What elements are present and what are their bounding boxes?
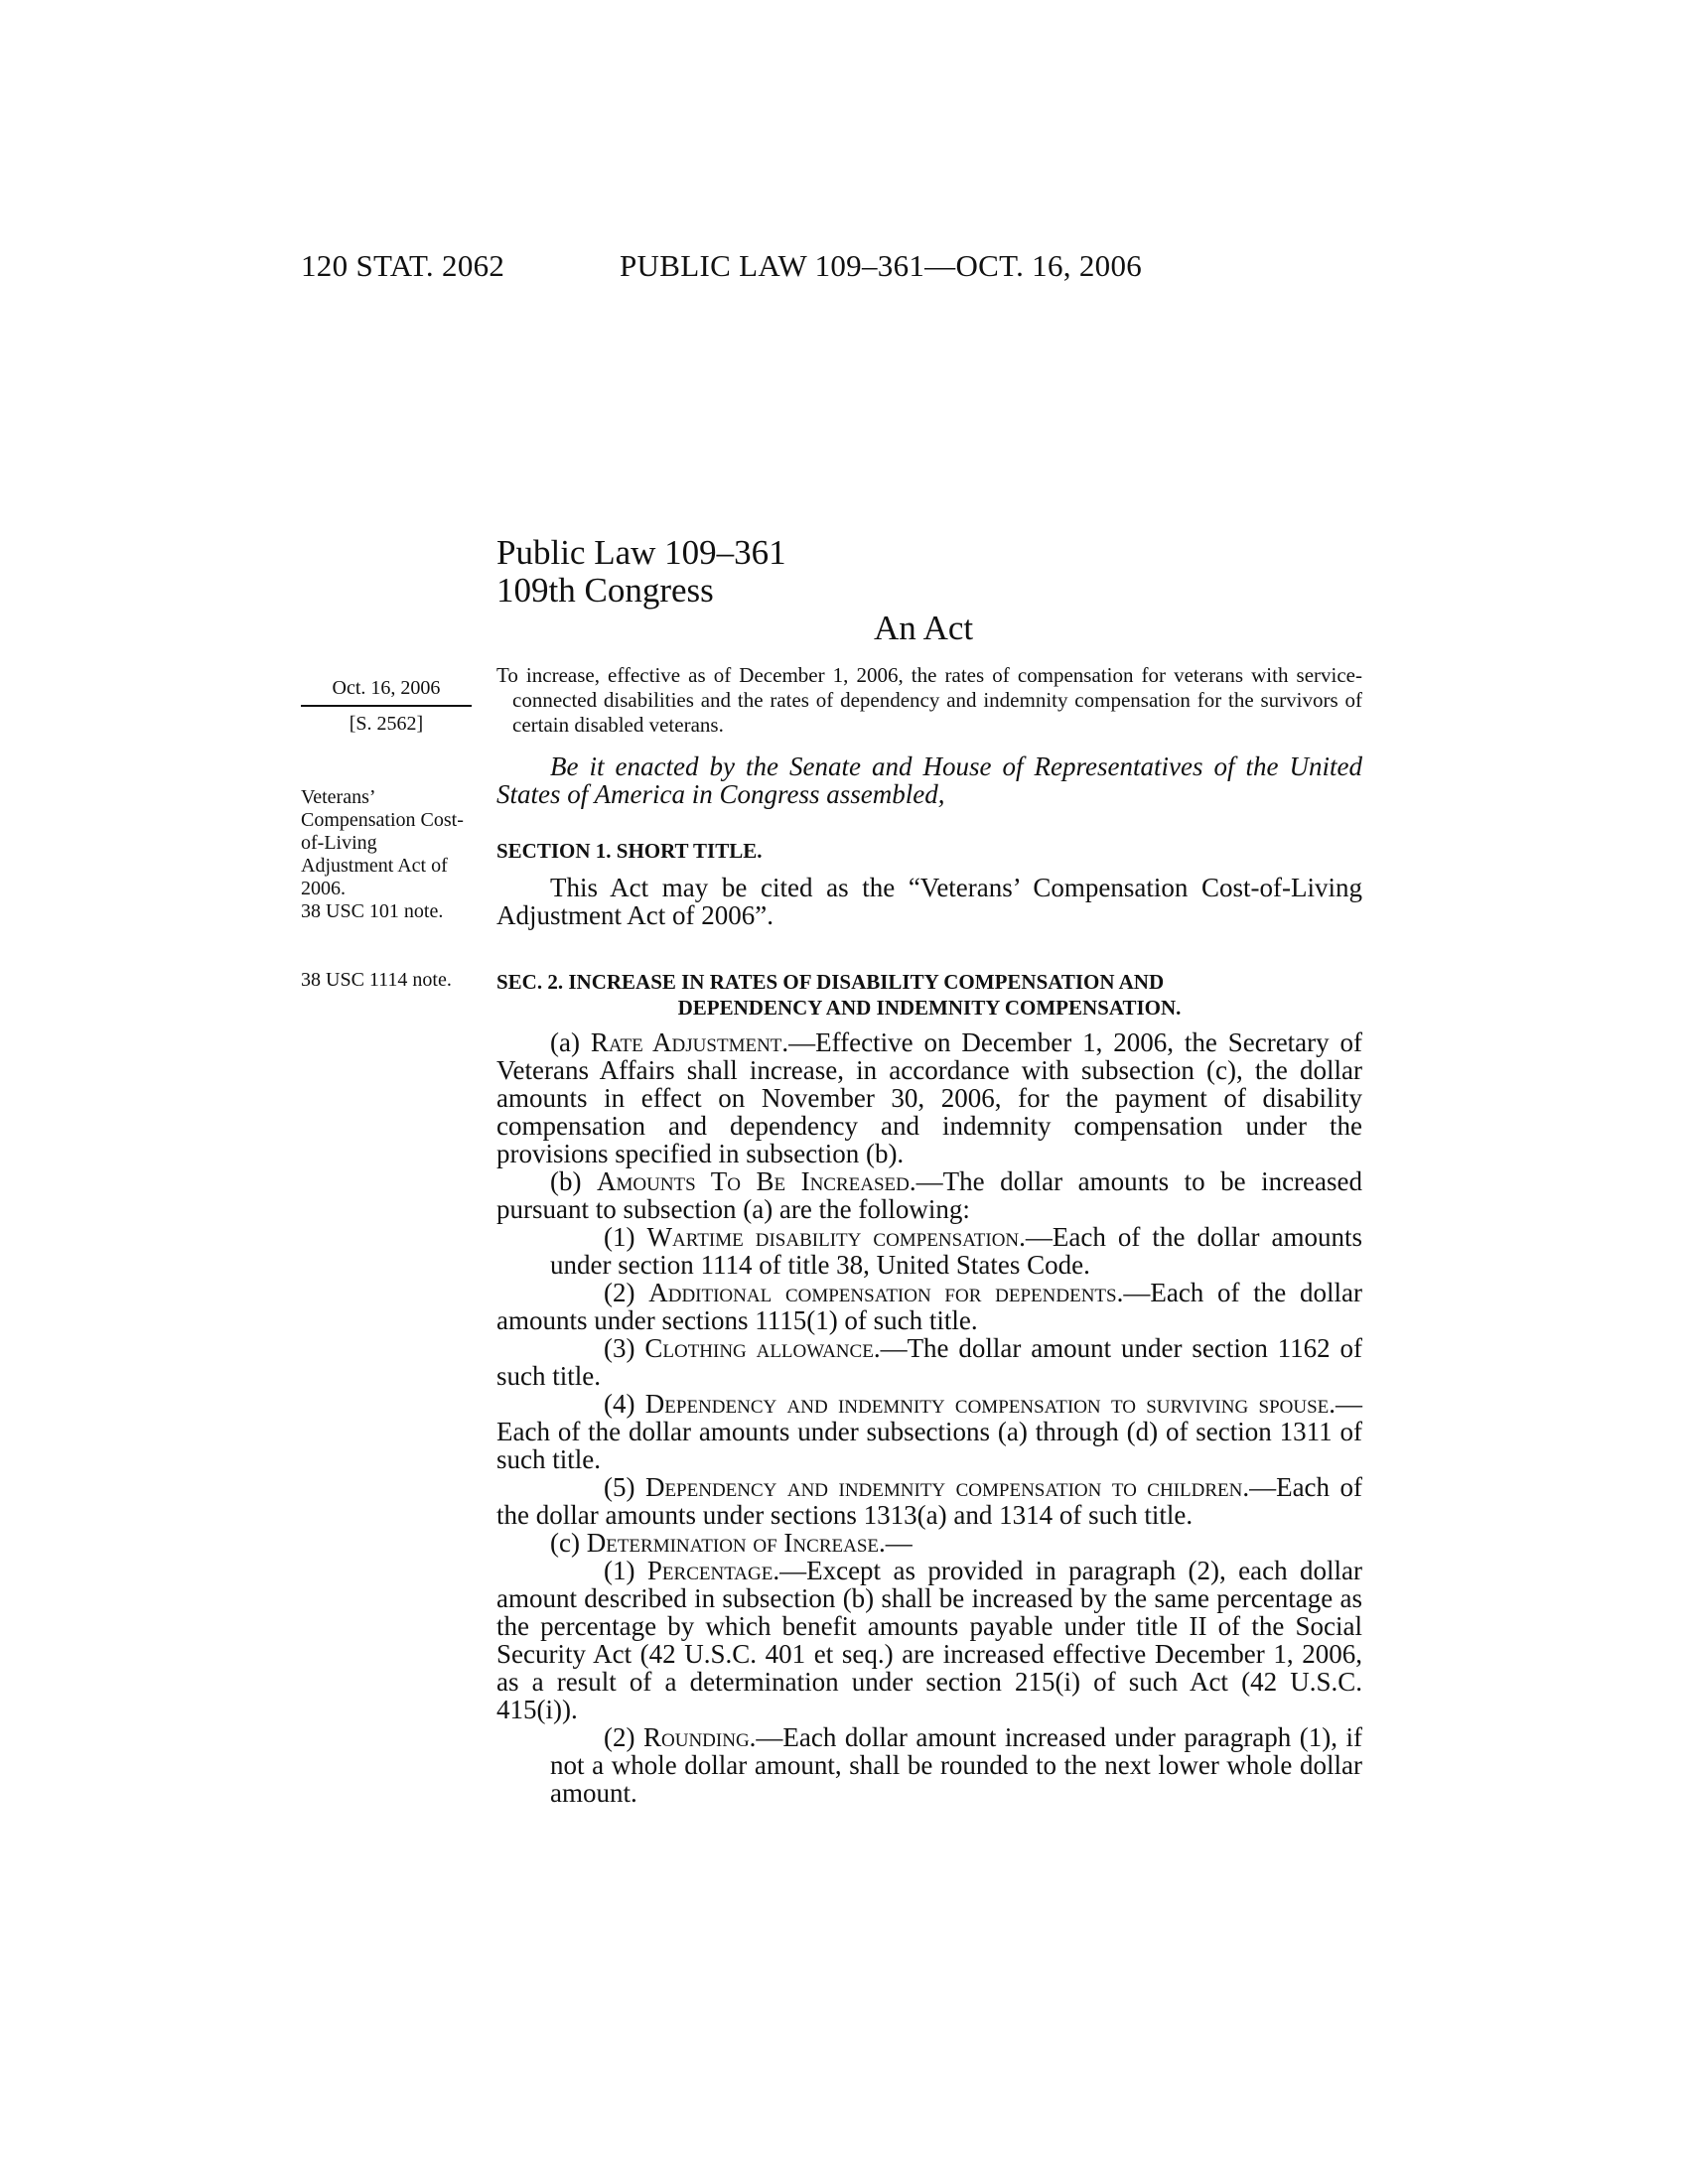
section-1: [496, 838, 1362, 929]
paragraph-b4: (4) Dependency and indemnity compensation to surviving spouse.—Each of the dollar amounts under subsections (a) through (d) of section 1311 of such title.: [496, 1389, 1362, 1474]
margin-note-usc-101: 38 USC 101 note.: [301, 900, 444, 922]
margin-note-act-name: Veterans’ Compensation Cost-of-Living Adjustment Act of 2006.: [301, 786, 464, 899]
paragraph-c1: (1) Percentage.—Except as provided in paragraph (2), each dollar amount described in subsection (b) shall be increased by the same percentage as the percentage by which benefit amounts payable under title II of the Social Security Act (42 U.S.C. 401 et seq.) are increased effective December 1, 2006, as a result of a determination under section 215(i) of such Act (42 U.S.C. 415(i)).: [496, 1556, 1363, 1724]
act-title: An Act: [874, 609, 974, 647]
paragraph-c2-caption: Rounding: [643, 1722, 750, 1752]
paragraph-b2: (2) Additional compensation for dependents.—Each of the dollar amounts under sections 1115(1) of such title.: [496, 1278, 1362, 1335]
margin-note-usc-1114: 38 USC 1114 note.: [301, 969, 452, 991]
enactment-date: Oct. 16, 2006: [301, 673, 472, 707]
bill-number: [S. 2562]: [349, 713, 424, 735]
margin-note-short-title: [301, 786, 472, 923]
paragraph-b5: (5) Dependency and indemnity compensation to children.—Each of the dollar amounts under sections 1313(a) and 1314 of such title.: [496, 1472, 1362, 1530]
subsection-b-caption: Amounts To Be Increased: [597, 1166, 910, 1196]
subsection-a-caption: Rate Adjustment: [590, 1027, 782, 1057]
margin-date-block: [301, 673, 472, 739]
subsection-a: (a) Rate Adjustment.—Effective on December 1, 2006, the Secretary of Veterans Affairs shall increase, in accordance with subsection (c), the dollar amounts in effect on November 30, 2006, for the payment of disability compensation and dependency and indemnity compensation under the provisions specified in subsection (b).: [496, 1027, 1363, 1168]
paragraph-b1-caption: Wartime disability compensation: [646, 1222, 1020, 1252]
section-1-text: This Act may be cited as the “Veterans’ Compensation Cost-of-Living Adjustment Act of 2006”.: [496, 873, 1362, 930]
paragraph-b1: (1) Wartime disability compensation.—Each of the dollar amounts under section 1114 of title 38, United States Code.: [550, 1222, 1362, 1280]
subsection-c: (c) Determination of Increase.—: [550, 1528, 913, 1558]
paragraph-b3: (3) Clothing allowance.—The dollar amount under section 1162 of such title.: [496, 1333, 1362, 1391]
section-2-heading-line2: DEPENDENCY AND INDEMNITY COMPENSATION.: [677, 996, 1182, 1020]
subsection-c-caption: Determination of Increase: [586, 1528, 879, 1558]
section-2-body: [496, 1028, 1362, 1807]
page-stat-citation: 120 STAT. 2062: [301, 248, 505, 283]
paragraph-c2: (2) Rounding.—Each dollar amount increased under paragraph (1), if not a whole dollar amount, shall be rounded to the next lower whole dollar amount.: [550, 1722, 1362, 1808]
paragraph-b3-caption: Clothing allowance: [644, 1333, 874, 1363]
public-law-number: Public Law 109–361: [496, 533, 786, 572]
enacting-clause: Be it enacted by the Senate and House of Representatives of the United States of America in Congress assembled,: [496, 751, 1362, 809]
law-title: [496, 534, 786, 610]
section-2-heading: [496, 969, 1362, 1021]
congress-number: 109th Congress: [496, 571, 714, 610]
running-header: PUBLIC LAW 109–361—OCT. 16, 2006: [620, 248, 1143, 283]
paragraph-b4-caption: Dependency and indemnity compensation to surviving spouse: [644, 1389, 1330, 1419]
section-2-heading-line1: SEC. 2. INCREASE IN RATES OF DISABILITY COMPENSATION AND: [496, 970, 1165, 994]
subsection-b: (b) Amounts To Be Increased.—The dollar amounts to be increased pursuant to subsection (a) are the following:: [496, 1166, 1363, 1224]
paragraph-c1-caption: Percentage: [646, 1556, 774, 1585]
act-purpose: To increase, effective as of December 1, 2006, the rates of compensation for veterans with service-connected disabilities and the rates of dependency and indemnity compensation for the survivors of certain disabled veterans.: [496, 663, 1362, 737]
paragraph-b5-caption: Dependency and indemnity compensation to children: [644, 1472, 1243, 1502]
section-1-heading: SECTION 1. SHORT TITLE.: [496, 839, 763, 863]
paragraph-b2-caption: Additional compensation for dependents: [648, 1278, 1117, 1307]
